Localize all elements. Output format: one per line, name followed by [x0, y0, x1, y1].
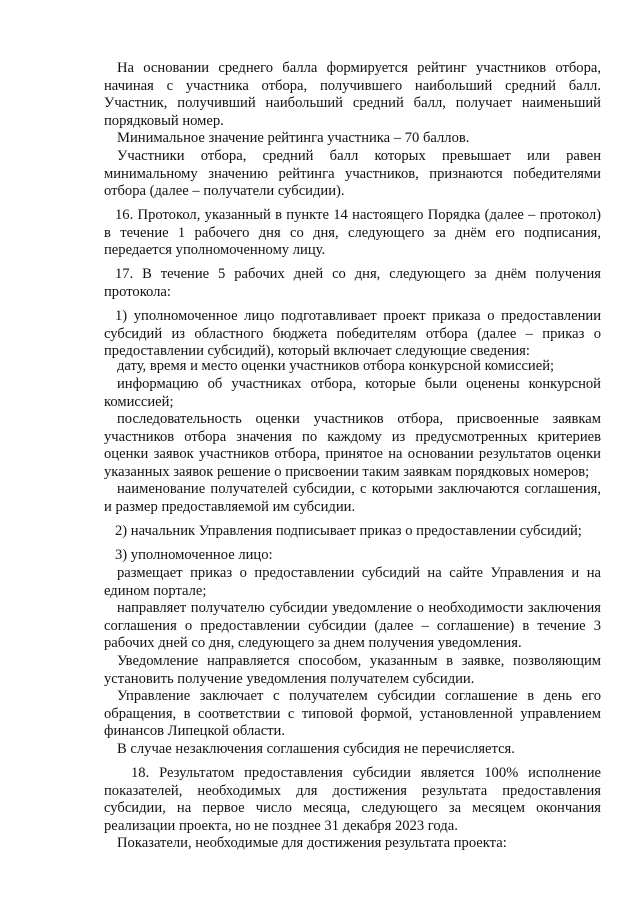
- paragraph-item-3-notify: направляет получателю субсидии уведомление о необходимости заключения соглашения о предоставлении субсидии (далее – соглашение) в течение 3 рабочих дней со дня, следующего за днем получения уведомления.: [104, 600, 601, 651]
- paragraph-item-3-publish: размещает приказ о предоставлении субсидий на сайте Управления и на едином портале;: [104, 565, 601, 599]
- paragraph-rating-formation: На основании среднего балла формируется рейтинг участников отбора, начиная с участника отбора, получившего наибольший средний балл. Участник, получивший наибольший средний балл, получает наименьший порядковый номер.: [104, 60, 601, 129]
- paragraph-item-1-participants: информацию об участниках отбора, которые были оценены конкурсной комиссией;: [104, 376, 601, 410]
- paragraph-clause-17: 17. В течение 5 рабочих дней со дня, следующего за днём получения протокола:: [104, 266, 601, 300]
- paragraph-minimum-rating: Минимальное значение рейтинга участника – 70 баллов.: [117, 130, 470, 146]
- paragraph-item-1-sequence: последовательность оценки участников отбора, присвоенные заявкам участников отбора значения по каждому из предусмотренных критериев оценки заявок участников отбора, принятое на основании результатов оценки указанных заявок решение о присвоении таким заявкам порядковых номеров;: [104, 411, 601, 480]
- paragraph-clause-16: 16. Протокол, указанный в пункте 14 настоящего Порядка (далее – протокол) в течение 1 рабочего дня со дня, следующего за днём его подписания, передается уполномоченному лицу.: [104, 207, 601, 258]
- paragraph-item-1-recipients: наименование получателей субсидии, с которыми заключаются соглашения, и размер предоставляемой им субсидии.: [104, 481, 601, 515]
- paragraph-winners: Участники отбора, средний балл которых превышает или равен минимальному значению рейтинга участников, признаются победителями отбора (далее – получатели субсидии).: [104, 148, 601, 199]
- paragraph-agreement: Управление заключает с получателем субсидии соглашение в день его обращения, в соответствии с типовой формой, установленной управлением финансов Липецкой области.: [104, 688, 601, 739]
- paragraph-item-3: 3) уполномоченное лицо:: [115, 547, 273, 563]
- paragraph-item-1-date: дату, время и место оценки участников отбора конкурсной комиссией;: [117, 358, 555, 374]
- paragraph-item-2: 2) начальник Управления подписывает приказ о предоставлении субсидий;: [115, 523, 582, 539]
- paragraph-clause-18: 18. Результатом предоставления субсидии является 100% исполнение показателей, необходимых для достижения результата предоставления субсидии, на первое число месяца, следующего за месяцем окончания реализации проекта, но не позднее 31 декабря 2023 года.: [104, 765, 601, 834]
- paragraph-notification-method: Уведомление направляется способом, указанным в заявке, позволяющим установить получение уведомления получателем субсидии.: [104, 653, 601, 687]
- paragraph-indicators: Показатели, необходимые для достижения результата проекта:: [117, 835, 507, 851]
- paragraph-item-1: 1) уполномоченное лицо подготавливает проект приказа о предоставлении субсидий из областного бюджета победителям отбора (далее – приказ о предоставлении субсидий), который включает следующие сведения:: [104, 308, 601, 359]
- paragraph-no-agreement: В случае незаключения соглашения субсидия не перечисляется.: [117, 741, 515, 757]
